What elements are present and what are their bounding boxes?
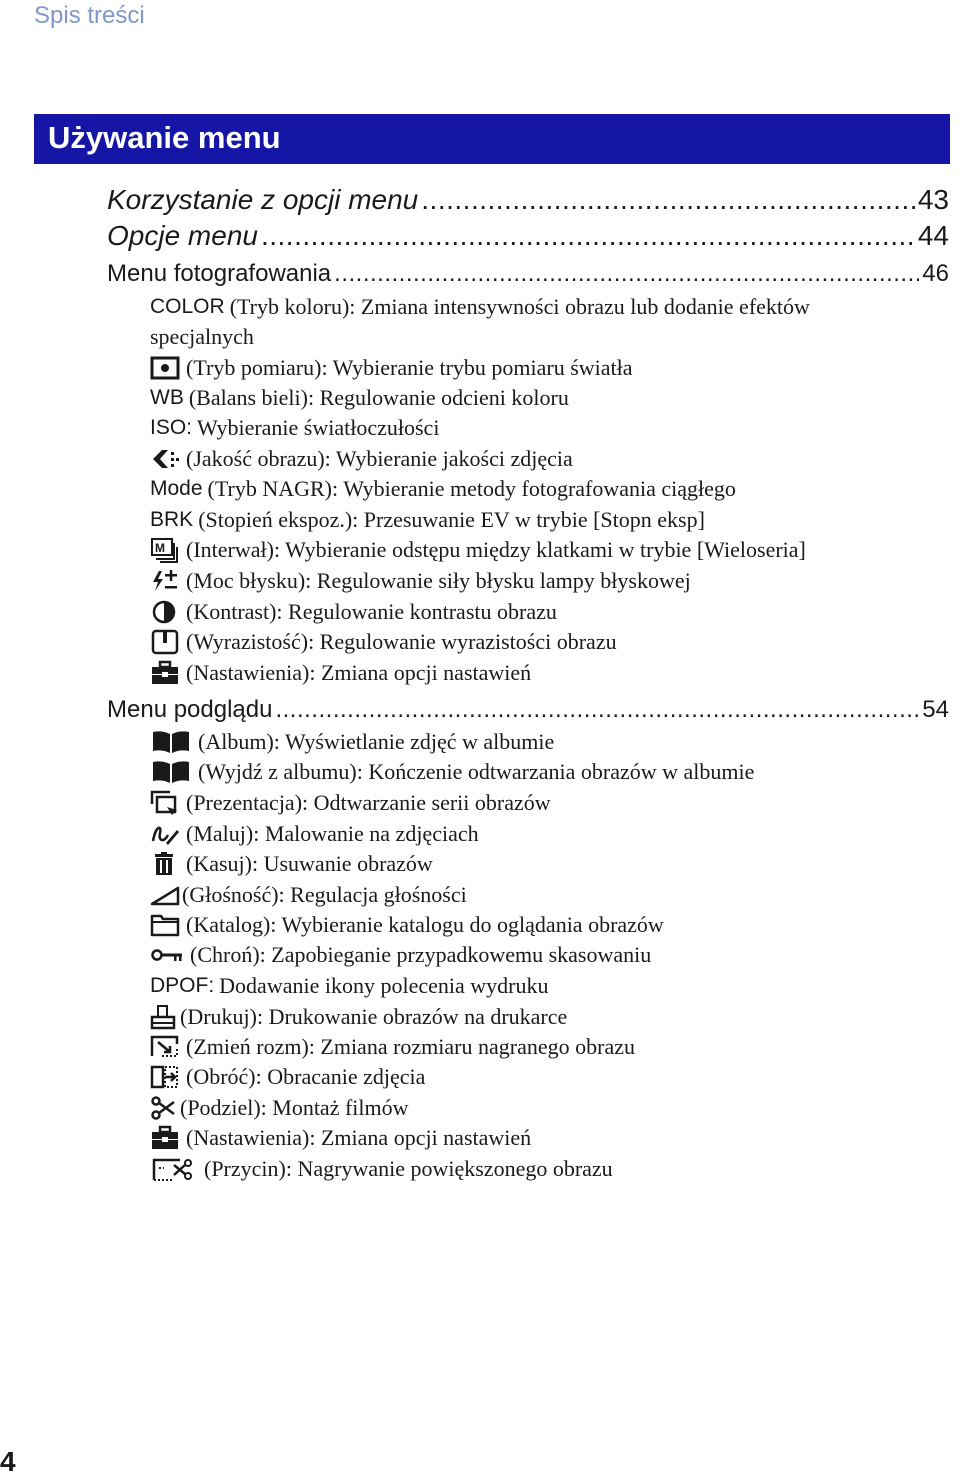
shooting-item-color-cont [150, 322, 254, 352]
item-prefix: DPOF: [150, 974, 215, 997]
toc-dot-leader [421, 184, 915, 216]
item-label: Wybieranie światłoczułości [197, 415, 440, 440]
volume-icon [150, 882, 180, 908]
playback-item-print [150, 1002, 567, 1032]
shooting-item-sharpness [150, 627, 617, 657]
paint-icon [150, 821, 180, 847]
item-label: (Drukuj): Drukowanie obrazów na drukarce [180, 1004, 568, 1029]
item-label: Dodawanie ikony polecenia wydruku [219, 973, 549, 998]
svg-text:M: M [155, 541, 165, 555]
folder-icon [150, 912, 180, 938]
resize-icon [150, 1034, 180, 1060]
playback-item-paint [150, 819, 479, 849]
toc-entry-label: Menu fotografowania [107, 260, 332, 287]
playback-item-volume [150, 880, 467, 910]
page-number: 4 [0, 1446, 16, 1477]
playback-item-slideshow [150, 788, 551, 818]
metering-spot-icon [150, 355, 180, 381]
playback-item-setup [150, 1123, 531, 1153]
shooting-item-color [150, 292, 810, 322]
item-label: (Album): Wyświetlanie zdjęć w albumie [198, 729, 555, 754]
toc-entry-label: Menu podglądu [107, 696, 273, 723]
item-prefix: ISO: [150, 416, 193, 439]
item-label: (Tryb koloru): Zmiana intensywności obrazu lub dodanie efektów [229, 294, 810, 319]
item-label: (Kasuj): Usuwanie obrazów [186, 851, 433, 876]
playback-item-protect [150, 940, 651, 970]
item-label: (Moc błysku): Regulowanie siły błysku lampy błyskowej [186, 568, 691, 593]
item-label: (Kontrast): Regulowanie kontrastu obrazu [186, 599, 557, 624]
item-label: (Nastawienia): Zmiana opcji nastawień [186, 1125, 532, 1150]
setup-toolbox-icon [150, 660, 180, 686]
shooting-item-brk [150, 505, 705, 535]
album-exit-book-icon [150, 759, 192, 785]
setup-toolbox-icon [150, 1125, 180, 1151]
section-banner [34, 114, 950, 164]
item-prefix: COLOR [150, 295, 225, 318]
playback-item-folder [150, 910, 664, 940]
toc-entry-page: 54 [922, 696, 949, 723]
playback-item-album [150, 727, 554, 757]
item-prefix: BRK [150, 508, 194, 531]
toc-entry[interactable] [107, 260, 949, 288]
item-label: (Chroń): Zapobieganie przypadkowemu skasowaniu [190, 942, 652, 967]
toc-link[interactable]: Spis treści [34, 2, 145, 29]
item-label: (Tryb NAGR): Wybieranie metody fotografowania ciągłego [207, 476, 736, 501]
toc-entry[interactable] [107, 184, 949, 216]
item-label: (Wyjdź z albumu): Kończenie odtwarzania obrazów w albumie [198, 759, 755, 784]
item-label: (Interwał): Wybieranie odstępu między klatkami w trybie [Wieloseria] [186, 537, 806, 562]
item-prefix: WB [150, 386, 184, 409]
shooting-item-quality [150, 444, 573, 474]
rotate-icon [150, 1064, 180, 1090]
toc-dot-leader [261, 220, 915, 252]
item-label: (Katalog): Wybieranie katalogu do oglądania obrazów [186, 912, 664, 937]
playback-item-delete [150, 849, 433, 879]
slideshow-icon [150, 790, 180, 816]
sharpness-icon [150, 629, 180, 655]
toc-entry-page: 43 [917, 184, 949, 215]
toc-entry[interactable] [107, 696, 949, 724]
toc-dot-leader [275, 696, 919, 724]
toc-entry-label: Opcje menu [107, 220, 258, 251]
playback-item-album-exit [150, 757, 754, 787]
print-icon [150, 1004, 176, 1030]
shooting-item-metering [150, 353, 633, 383]
toc-entry-page: 46 [922, 260, 949, 287]
section-title: Używanie menu [48, 120, 281, 155]
item-label: (Nastawienia): Zmiana opcji nastawień [186, 660, 532, 685]
item-label: (Stopień ekspoz.): Przesuwanie EV w trybie [Stopn eksp] [198, 507, 705, 532]
toc-dot-leader [334, 260, 919, 288]
shooting-item-contrast [150, 597, 557, 627]
shooting-item-flash-level [150, 566, 691, 596]
flash-level-icon [150, 568, 180, 594]
image-quality-icon [150, 446, 180, 472]
playback-item-rotate [150, 1062, 425, 1092]
item-label: (Głośność): Regulacja głośności [182, 882, 467, 907]
shooting-item-interval [150, 535, 806, 565]
shooting-item-iso [150, 413, 439, 443]
playback-item-resize [150, 1032, 635, 1062]
item-label: (Podziel): Montaż filmów [180, 1095, 409, 1120]
scissors-icon [150, 1095, 176, 1121]
item-label: (Tryb pomiaru): Wybieranie trybu pomiaru światła [186, 355, 633, 380]
item-label: (Przycin): Nagrywanie powiększonego obrazu [204, 1156, 613, 1181]
item-label: (Obróć): Obracanie zdjęcia [186, 1064, 426, 1089]
item-prefix: Mode [150, 477, 203, 500]
item-label: (Zmień rozm): Zmiana rozmiaru nagranego obrazu [186, 1034, 635, 1059]
playback-item-divide [150, 1093, 409, 1123]
album-book-icon [150, 729, 192, 755]
playback-item-trimming [150, 1154, 613, 1184]
shooting-item-setup [150, 658, 531, 688]
toc-entry-label: Korzystanie z opcji menu [107, 184, 419, 215]
protect-key-icon [150, 942, 184, 968]
contrast-icon [150, 599, 180, 625]
trimming-icon [150, 1156, 196, 1182]
shooting-item-mode [150, 474, 736, 504]
interval-icon [150, 537, 180, 563]
item-label: (Wyrazistość): Regulowanie wyrazistości obrazu [186, 629, 617, 654]
toc-entry-page: 44 [917, 220, 949, 251]
item-label: (Jakość obrazu): Wybieranie jakości zdjęcia [186, 446, 573, 471]
shooting-item-wb [150, 383, 569, 413]
item-label: (Prezentacja): Odtwarzanie serii obrazów [186, 790, 551, 815]
playback-item-dpof [150, 971, 548, 1001]
toc-entry[interactable] [107, 220, 949, 252]
item-label: (Balans bieli): Regulowanie odcieni koloru [188, 385, 569, 410]
item-label: specjalnych [150, 324, 254, 349]
trash-icon [150, 851, 180, 877]
item-label: (Maluj): Malowanie na zdjęciach [186, 821, 479, 846]
